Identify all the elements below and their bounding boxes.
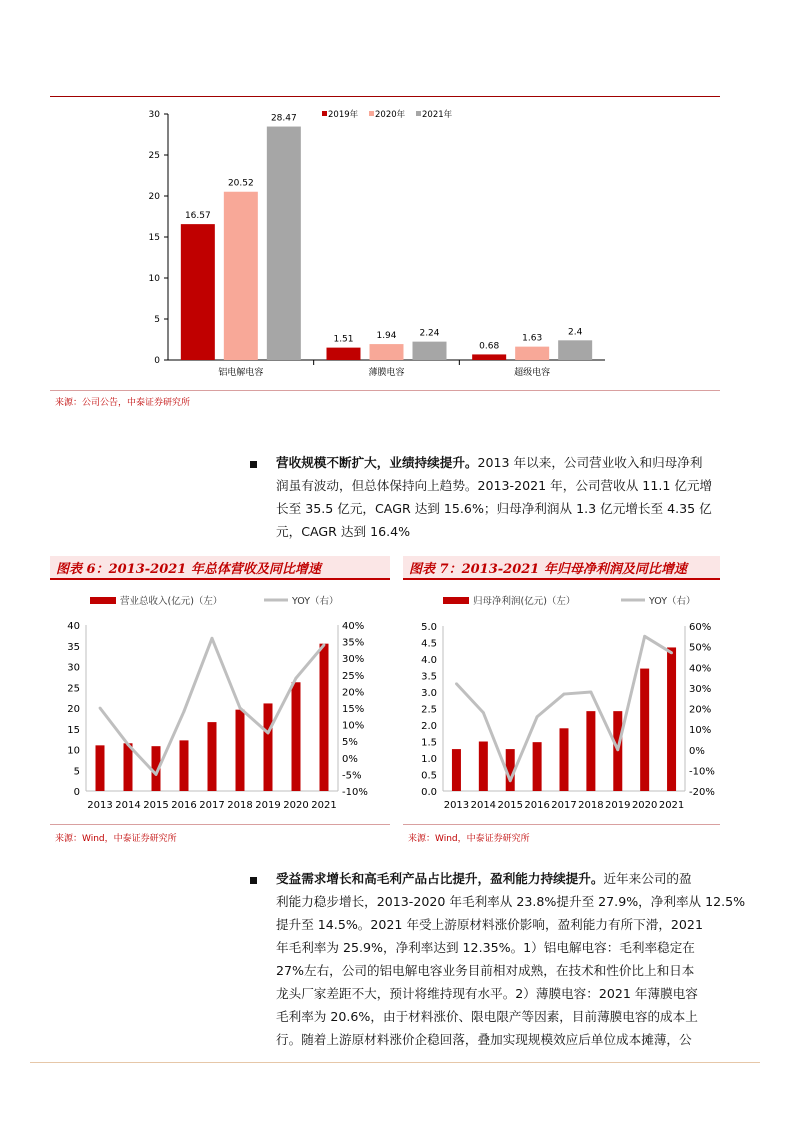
y-right-tick-label: 40% bbox=[689, 663, 712, 675]
x-category-label: 铝电解电容 bbox=[218, 368, 264, 378]
y-left-tick-label: 1.5 bbox=[421, 737, 437, 749]
y-left-tick-label: 3.5 bbox=[421, 671, 437, 683]
x-category-label: 超级电容 bbox=[514, 368, 551, 378]
paragraph-revenue-heading: 营收规模不断扩大，业绩持续提升。 bbox=[276, 455, 478, 470]
y-right-tick-label: 5% bbox=[342, 737, 358, 749]
y-left-tick-label: 0.0 bbox=[421, 787, 437, 798]
paragraph-profitability-heading: 受益需求增长和高毛利产品占比提升，盈利能力持续提升。 bbox=[276, 871, 604, 886]
x-tick-label: 2020 bbox=[631, 800, 658, 811]
yoy-point bbox=[127, 743, 130, 746]
bar-2020年 bbox=[370, 344, 404, 360]
y-right-tick-label: 30% bbox=[342, 654, 365, 666]
x-tick-label: 2015 bbox=[497, 800, 523, 811]
bar-2018 bbox=[586, 711, 595, 791]
paragraph-revenue-line-2: 润虽有波动，但总体保持向上趋势。2013-2021 年，公司营收从 11.1 亿元增 bbox=[276, 478, 713, 493]
legend-bar-label: 归母净利润(亿元)（左） bbox=[473, 596, 576, 607]
y-left-tick-label: 4.5 bbox=[421, 638, 437, 650]
fig6-title: 图表 6：2013-2021 年总体营收及同比增速 bbox=[56, 562, 321, 577]
yoy-point bbox=[616, 748, 619, 751]
y-left-tick-label: 20 bbox=[67, 704, 80, 715]
yoy-point bbox=[509, 779, 512, 782]
y-left-tick-label: 10 bbox=[67, 745, 80, 757]
legend-line-label: YOY（右） bbox=[292, 596, 339, 607]
paragraph-revenue-line-4: 元，CAGR 达到 16.4% bbox=[276, 524, 411, 539]
bar-2017 bbox=[208, 722, 217, 791]
paragraph-profitability-line-1: 受益需求增长和高毛利产品占比提升，盈利能力持续提升。近年来公司的盈 bbox=[276, 871, 692, 886]
top-divider bbox=[50, 96, 720, 97]
yoy-point bbox=[239, 707, 242, 710]
y-left-tick-label: 25 bbox=[67, 683, 80, 695]
bar-value-label: 16.57 bbox=[184, 211, 211, 222]
y-right-tick-label: -5% bbox=[342, 770, 362, 782]
bar-2019年 bbox=[327, 348, 361, 360]
bar-2013 bbox=[96, 745, 105, 791]
y-right-tick-label: -10% bbox=[689, 766, 715, 778]
y-left-tick-label: 35 bbox=[67, 641, 80, 653]
y-left-tick-label: 1.0 bbox=[421, 754, 437, 765]
x-tick-label: 2017 bbox=[199, 800, 225, 811]
bar-value-label: 20.52 bbox=[227, 178, 254, 189]
legend-swatch bbox=[322, 111, 327, 116]
y-right-tick-label: -20% bbox=[689, 787, 715, 798]
paragraph-profitability-line-3: 提升至 14.5%。2021 年受上游原材料涨价影响，盈利能力有所下滑，2021 bbox=[276, 917, 703, 932]
paragraph-profitability-line-8: 行。随着上游原材料涨价企稳回落，叠加实现规模效应后单位成本摊薄，公 bbox=[276, 1032, 692, 1047]
y-right-tick-label: 0% bbox=[689, 745, 705, 757]
y-tick-label: 15 bbox=[148, 233, 160, 243]
y-tick-label: 20 bbox=[148, 192, 160, 202]
bar-value-label: 1.51 bbox=[333, 334, 354, 345]
yoy-point bbox=[99, 707, 102, 710]
legend-label: 2021年 bbox=[422, 110, 453, 120]
legend-swatch bbox=[369, 111, 374, 116]
bar-2021年 bbox=[267, 127, 301, 360]
yoy-point bbox=[211, 637, 214, 640]
fig7-title: 图表 7：2013-2021 年归母净利润及同比增速 bbox=[409, 562, 687, 577]
y-right-tick-label: 60% bbox=[689, 622, 712, 633]
bar-2019 bbox=[264, 703, 273, 791]
x-tick-label: 2013 bbox=[87, 800, 113, 811]
paragraph-profitability-line-4: 年毛利率为 25.9%，净利率达到 12.35%。1）铝电解电容：毛利率稳定在 bbox=[276, 940, 695, 955]
y-left-tick-label: 2.5 bbox=[421, 704, 437, 716]
bar-2021 bbox=[320, 644, 329, 791]
legend-label: 2020年 bbox=[375, 110, 406, 120]
y-right-tick-label: 50% bbox=[689, 642, 712, 654]
x-tick-label: 2013 bbox=[443, 800, 470, 811]
yoy-point bbox=[183, 710, 186, 713]
yoy-point bbox=[323, 644, 326, 647]
bar-value-label: 28.47 bbox=[270, 113, 297, 124]
y-right-tick-label: 10% bbox=[342, 720, 365, 732]
yoy-point bbox=[670, 651, 673, 654]
legend-bar-label: 营业总收入(亿元)（左） bbox=[120, 596, 223, 607]
legend-swatch bbox=[416, 111, 421, 116]
yoy-point bbox=[455, 682, 458, 685]
y-tick-label: 30 bbox=[148, 110, 160, 120]
y-right-tick-label: 25% bbox=[342, 670, 365, 682]
yoy-point bbox=[482, 711, 485, 714]
x-tick-label: 2014 bbox=[115, 800, 141, 811]
y-left-tick-label: 0 bbox=[73, 787, 80, 798]
fig6-source: 来源：Wind，中泰证券研究所 bbox=[55, 834, 177, 844]
bar-value-label: 0.68 bbox=[479, 341, 500, 352]
bar-2014 bbox=[479, 742, 488, 792]
paragraph-revenue bbox=[276, 451, 746, 543]
y-right-tick-label: 15% bbox=[342, 704, 365, 715]
fig7-source: 来源：Wind，中泰证券研究所 bbox=[408, 834, 530, 844]
fig6-bottom-divider bbox=[50, 824, 390, 825]
y-left-tick-label: 30 bbox=[67, 662, 80, 674]
fig6-title-bar bbox=[50, 556, 390, 580]
y-right-tick-label: 30% bbox=[689, 683, 712, 695]
bar-value-label: 1.94 bbox=[376, 331, 397, 342]
y-tick-label: 25 bbox=[148, 151, 160, 161]
y-right-tick-label: -10% bbox=[342, 787, 368, 798]
bar-2020年 bbox=[515, 347, 549, 360]
y-tick-label: 10 bbox=[148, 274, 160, 284]
y-tick-label: 5 bbox=[154, 315, 160, 325]
x-tick-label: 2018 bbox=[227, 800, 253, 811]
x-tick-label: 2017 bbox=[551, 800, 577, 811]
yoy-point bbox=[155, 773, 158, 776]
y-right-tick-label: 40% bbox=[342, 621, 365, 632]
bar-2021年 bbox=[413, 342, 447, 360]
paragraph-revenue-line-3: 长至 35.5 亿元，CAGR 达到 15.6%；归母净利润从 1.3 亿元增长至 4.35 亿 bbox=[276, 501, 712, 516]
yoy-point bbox=[589, 691, 592, 694]
fig6-chart bbox=[50, 584, 390, 820]
y-right-tick-label: 20% bbox=[689, 704, 712, 716]
x-tick-label: 2021 bbox=[658, 800, 685, 811]
yoy-point bbox=[643, 635, 646, 638]
paragraph-revenue-line-1: 营收规模不断扩大，业绩持续提升。2013 年以来，公司营业收入和归母净利 bbox=[276, 455, 703, 470]
legend-bar-swatch bbox=[443, 597, 469, 604]
x-tick-label: 2014 bbox=[470, 800, 497, 811]
bar-2013 bbox=[452, 749, 461, 791]
paragraph-profitability-line-6: 龙头厂家差距不大，预计将维持现有水平。2）薄膜电容：2021 年薄膜电容 bbox=[276, 986, 698, 1001]
y-right-tick-label: 0% bbox=[342, 753, 358, 765]
top-chart-bottom-divider bbox=[50, 390, 720, 391]
y-left-tick-label: 4.0 bbox=[421, 655, 437, 666]
paragraph-profitability-line-7: 毛利率为 20.6%，由于材料涨价、限电限产等因素，目前薄膜电容的成本上 bbox=[276, 1009, 698, 1024]
x-tick-label: 2015 bbox=[143, 800, 169, 811]
bar-2020 bbox=[640, 669, 649, 791]
y-right-tick-label: 20% bbox=[342, 687, 365, 699]
bar-value-label: 2.24 bbox=[419, 328, 440, 339]
y-tick-label: 0 bbox=[154, 356, 160, 366]
bar-2016 bbox=[533, 742, 542, 791]
x-tick-label: 2021 bbox=[311, 800, 337, 811]
legend-label: 2019年 bbox=[328, 110, 359, 120]
y-left-tick-label: 5 bbox=[73, 766, 80, 778]
bar-2014 bbox=[124, 743, 133, 791]
yoy-point bbox=[563, 693, 566, 696]
x-category-label: 薄膜电容 bbox=[368, 368, 405, 378]
y-left-tick-label: 15 bbox=[67, 724, 80, 736]
y-left-tick-label: 40 bbox=[67, 621, 80, 632]
bar-2021年 bbox=[558, 340, 592, 360]
x-tick-label: 2016 bbox=[524, 800, 550, 811]
yoy-point bbox=[295, 677, 298, 680]
paragraph-profitability bbox=[276, 867, 746, 1051]
bullet-2 bbox=[250, 877, 257, 884]
yoy-point bbox=[536, 715, 539, 718]
bar-2016 bbox=[180, 740, 189, 791]
x-tick-label: 2018 bbox=[578, 800, 604, 811]
fig7-title-bar bbox=[403, 556, 720, 580]
footer-divider bbox=[30, 1062, 760, 1063]
y-right-tick-label: 35% bbox=[342, 637, 365, 649]
bar-2019年 bbox=[472, 354, 506, 360]
bar-value-label: 2.4 bbox=[568, 327, 583, 338]
y-left-tick-label: 3.0 bbox=[421, 688, 437, 699]
bar-2020年 bbox=[224, 192, 258, 360]
yoy-point bbox=[267, 732, 270, 735]
y-left-tick-label: 5.0 bbox=[421, 622, 437, 633]
bar-2020 bbox=[292, 682, 301, 791]
y-right-tick-label: 10% bbox=[689, 725, 712, 737]
capacitor-revenue-chart bbox=[50, 98, 720, 390]
bar-2018 bbox=[236, 710, 245, 791]
top-chart-source: 来源：公司公告，中泰证券研究所 bbox=[55, 398, 191, 408]
x-tick-label: 2020 bbox=[283, 800, 309, 811]
fig7-bottom-divider bbox=[403, 824, 720, 825]
legend-bar-swatch bbox=[90, 597, 116, 604]
fig7-chart bbox=[403, 584, 720, 820]
bar-value-label: 1.63 bbox=[522, 333, 543, 344]
bar-2019年 bbox=[181, 224, 215, 360]
bar-2021 bbox=[667, 647, 676, 791]
legend-line-label: YOY（右） bbox=[649, 596, 696, 607]
y-left-tick-label: 0.5 bbox=[421, 770, 437, 782]
paragraph-profitability-line-2: 利能力稳步增长，2013-2020 年毛利率从 23.8%提升至 27.9%，净利率从 12.5% bbox=[276, 894, 746, 909]
bullet-1 bbox=[250, 461, 257, 468]
x-tick-label: 2019 bbox=[255, 800, 281, 811]
x-tick-label: 2016 bbox=[171, 800, 197, 811]
x-tick-label: 2019 bbox=[605, 800, 631, 811]
y-left-tick-label: 2.0 bbox=[421, 721, 437, 732]
bar-2017 bbox=[560, 728, 569, 791]
paragraph-profitability-line-5: 27%左右，公司的铝电解电容业务目前相对成熟，在技术和性价比上和日本 bbox=[276, 963, 695, 978]
